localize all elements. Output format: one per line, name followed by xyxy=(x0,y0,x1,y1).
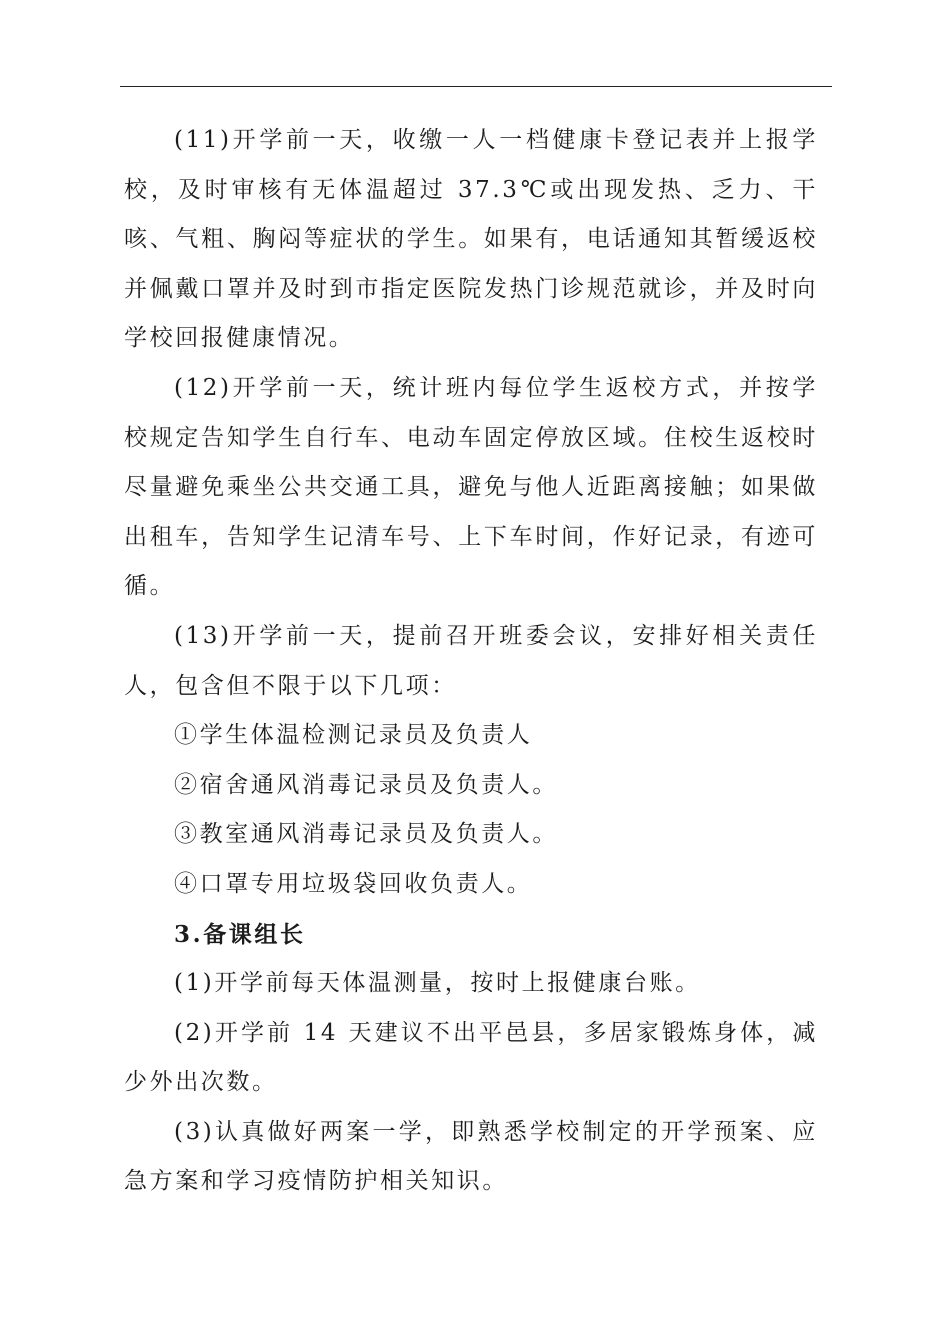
header-rule xyxy=(120,86,832,87)
document-body xyxy=(124,116,818,1207)
list-item-1: ①学生体温检测记录员及负责人 xyxy=(174,722,533,749)
paragraph-2: (2)开学前 14 天建议不出平邑县，多居家锻炼身体，减少外出次数。 xyxy=(124,1019,818,1096)
paragraph-1: (1)开学前每天体温测量，按时上报健康台账。 xyxy=(174,970,701,997)
paragraph-12: (12)开学前一天，统计班内每位学生返校方式，并按学校规定告知学生自行车、电动车固定停放区域。住校生返校时尽量避免乘坐公共交通工具，避免与他人近距离接触；如果做出租车，告知学生记清车号、上下车时间，作好记录，有迹可循。 xyxy=(124,374,818,600)
list-item-2: ②宿舍通风消毒记录员及负责人。 xyxy=(174,771,558,798)
paragraph-3: (3)认真做好两案一学，即熟悉学校制定的开学预案、应急方案和学习疫情防护相关知识。 xyxy=(124,1118,818,1195)
paragraph-13: (13)开学前一天，提前召开班委会议，安排好相关责任人，包含但不限于以下几项： xyxy=(124,622,818,699)
list-item-4: ④口罩专用垃圾袋回收负责人。 xyxy=(174,870,533,897)
list-item-3: ③教室通风消毒记录员及负责人。 xyxy=(174,821,558,848)
section-heading: 3.备课组长 xyxy=(174,920,306,948)
paragraph-11: (11)开学前一天，收缴一人一档健康卡登记表并上报学校，及时审核有无体温超过 37.3℃或出现发热、乏力、干咳、气粗、胸闷等症状的学生。如果有，电话通知其暂缓返校并佩戴口罩并及时到市指定医院发热门诊规范就诊，并及时向学校回报健康情况。 xyxy=(124,127,818,352)
